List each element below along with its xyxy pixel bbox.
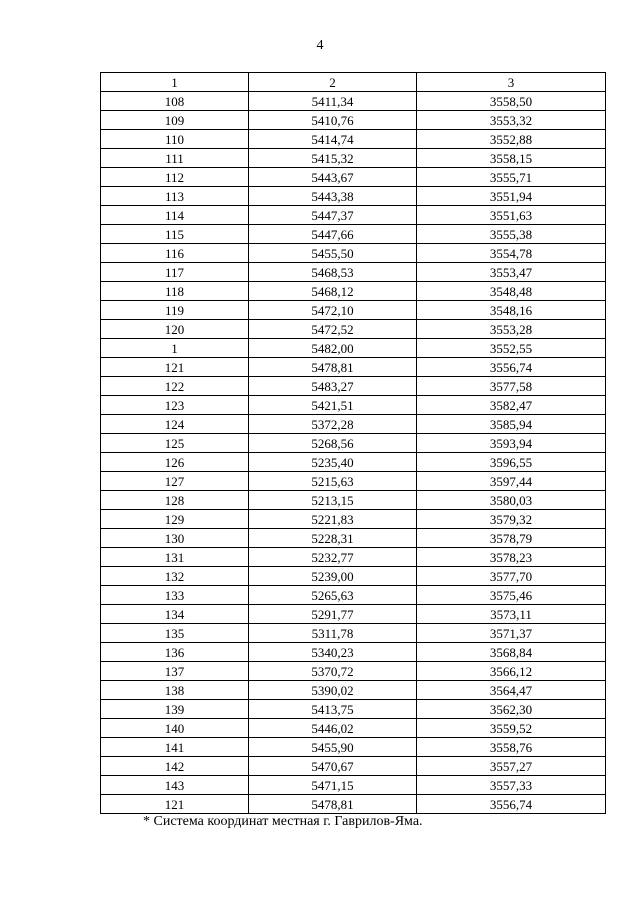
table-row [101,567,606,586]
table-row [101,795,606,814]
point-number-cell: 123 [101,396,249,415]
point-number-cell: 110 [101,130,249,149]
table-row [101,149,606,168]
table-row [101,757,606,776]
point-number-cell: 121 [101,795,249,814]
point-number-cell: 112 [101,168,249,187]
point-number-cell: 132 [101,567,249,586]
y-coordinate-cell: 3553,28 [417,320,606,339]
table-row [101,586,606,605]
y-coordinate-cell: 3556,74 [417,358,606,377]
y-coordinate-cell: 3551,94 [417,187,606,206]
table-row [101,244,606,263]
x-coordinate-cell: 5410,76 [249,111,417,130]
x-coordinate-cell: 5478,81 [249,795,417,814]
x-coordinate-cell: 5446,02 [249,719,417,738]
point-number-cell: 115 [101,225,249,244]
y-coordinate-cell: 3558,15 [417,149,606,168]
point-number-cell: 137 [101,662,249,681]
y-coordinate-cell: 3577,58 [417,377,606,396]
point-number-cell: 139 [101,700,249,719]
table-row [101,130,606,149]
table-row [101,643,606,662]
x-coordinate-cell: 5235,40 [249,453,417,472]
column-header-y: 3 [417,73,606,92]
y-coordinate-cell: 3554,78 [417,244,606,263]
y-coordinate-cell: 3558,76 [417,738,606,757]
table-row [101,263,606,282]
point-number-cell: 135 [101,624,249,643]
point-number-cell: 116 [101,244,249,263]
y-coordinate-cell: 3548,48 [417,282,606,301]
y-coordinate-cell: 3579,32 [417,510,606,529]
point-number-cell: 113 [101,187,249,206]
point-number-cell: 124 [101,415,249,434]
table-header [101,73,606,92]
table-row [101,605,606,624]
point-number-cell: 1 [101,339,249,358]
x-coordinate-cell: 5471,15 [249,776,417,795]
y-coordinate-cell: 3585,94 [417,415,606,434]
coordinate-system-footnote: * Система координат местная г. Гаврилов-Яма. [143,814,423,829]
x-coordinate-cell: 5291,77 [249,605,417,624]
x-coordinate-cell: 5472,52 [249,320,417,339]
table-row [101,206,606,225]
x-coordinate-cell: 5372,28 [249,415,417,434]
y-coordinate-cell: 3575,46 [417,586,606,605]
point-number-cell: 125 [101,434,249,453]
point-number-cell: 122 [101,377,249,396]
x-coordinate-cell: 5390,02 [249,681,417,700]
x-coordinate-cell: 5228,31 [249,529,417,548]
table-row [101,358,606,377]
y-coordinate-cell: 3564,47 [417,681,606,700]
page-number: 4 [316,38,324,53]
x-coordinate-cell: 5413,75 [249,700,417,719]
x-coordinate-cell: 5482,00 [249,339,417,358]
x-coordinate-cell: 5483,27 [249,377,417,396]
table-row [101,301,606,320]
point-number-cell: 141 [101,738,249,757]
point-number-cell: 138 [101,681,249,700]
x-coordinate-cell: 5268,56 [249,434,417,453]
table-row [101,282,606,301]
y-coordinate-cell: 3551,63 [417,206,606,225]
point-number-cell: 111 [101,149,249,168]
x-coordinate-cell: 5468,12 [249,282,417,301]
point-number-cell: 121 [101,358,249,377]
point-number-cell: 142 [101,757,249,776]
x-coordinate-cell: 5447,66 [249,225,417,244]
y-coordinate-cell: 3566,12 [417,662,606,681]
y-coordinate-cell: 3578,23 [417,548,606,567]
table-row [101,700,606,719]
table-row [101,434,606,453]
x-coordinate-cell: 5455,50 [249,244,417,263]
point-number-cell: 117 [101,263,249,282]
y-coordinate-cell: 3548,16 [417,301,606,320]
point-number-cell: 136 [101,643,249,662]
table-row [101,320,606,339]
point-number-cell: 120 [101,320,249,339]
y-coordinate-cell: 3555,38 [417,225,606,244]
coordinates-table [100,72,606,814]
point-number-cell: 133 [101,586,249,605]
point-number-cell: 131 [101,548,249,567]
point-number-cell: 126 [101,453,249,472]
table-row [101,738,606,757]
y-coordinate-cell: 3562,30 [417,700,606,719]
table-row [101,548,606,567]
x-coordinate-cell: 5411,34 [249,92,417,111]
table-row [101,225,606,244]
column-header-x: 2 [249,73,417,92]
point-number-cell: 127 [101,472,249,491]
point-number-cell: 134 [101,605,249,624]
x-coordinate-cell: 5470,67 [249,757,417,776]
table-row [101,719,606,738]
table-row [101,168,606,187]
table-row [101,187,606,206]
x-coordinate-cell: 5468,53 [249,263,417,282]
x-coordinate-cell: 5265,63 [249,586,417,605]
x-coordinate-cell: 5443,67 [249,168,417,187]
table-row [101,472,606,491]
y-coordinate-cell: 3559,52 [417,719,606,738]
point-number-cell: 130 [101,529,249,548]
header-row [101,73,606,92]
y-coordinate-cell: 3580,03 [417,491,606,510]
y-coordinate-cell: 3558,50 [417,92,606,111]
y-coordinate-cell: 3596,55 [417,453,606,472]
y-coordinate-cell: 3568,84 [417,643,606,662]
x-coordinate-cell: 5213,15 [249,491,417,510]
x-coordinate-cell: 5415,32 [249,149,417,168]
table-row [101,111,606,130]
y-coordinate-cell: 3553,47 [417,263,606,282]
point-number-cell: 119 [101,301,249,320]
table-row [101,624,606,643]
y-coordinate-cell: 3573,11 [417,605,606,624]
x-coordinate-cell: 5447,37 [249,206,417,225]
point-number-cell: 129 [101,510,249,529]
table-row [101,529,606,548]
y-coordinate-cell: 3577,70 [417,567,606,586]
point-number-cell: 140 [101,719,249,738]
table-row [101,453,606,472]
y-coordinate-cell: 3557,27 [417,757,606,776]
y-coordinate-cell: 3582,47 [417,396,606,415]
table-row [101,415,606,434]
x-coordinate-cell: 5472,10 [249,301,417,320]
point-number-cell: 143 [101,776,249,795]
point-number-cell: 118 [101,282,249,301]
x-coordinate-cell: 5239,00 [249,567,417,586]
x-coordinate-cell: 5443,38 [249,187,417,206]
x-coordinate-cell: 5221,83 [249,510,417,529]
x-coordinate-cell: 5455,90 [249,738,417,757]
point-number-cell: 114 [101,206,249,225]
x-coordinate-cell: 5311,78 [249,624,417,643]
x-coordinate-cell: 5215,63 [249,472,417,491]
point-number-cell: 108 [101,92,249,111]
column-header-point-number: 1 [101,73,249,92]
table-body [101,92,606,814]
x-coordinate-cell: 5340,23 [249,643,417,662]
table-row [101,662,606,681]
table-row [101,491,606,510]
y-coordinate-cell: 3593,94 [417,434,606,453]
y-coordinate-cell: 3578,79 [417,529,606,548]
y-coordinate-cell: 3555,71 [417,168,606,187]
y-coordinate-cell: 3556,74 [417,795,606,814]
x-coordinate-cell: 5414,74 [249,130,417,149]
y-coordinate-cell: 3571,37 [417,624,606,643]
point-number-cell: 109 [101,111,249,130]
table-row [101,377,606,396]
table-row [101,339,606,358]
y-coordinate-cell: 3557,33 [417,776,606,795]
table-row [101,92,606,111]
table-row [101,396,606,415]
y-coordinate-cell: 3553,32 [417,111,606,130]
y-coordinate-cell: 3552,88 [417,130,606,149]
y-coordinate-cell: 3552,55 [417,339,606,358]
table-row [101,510,606,529]
x-coordinate-cell: 5478,81 [249,358,417,377]
y-coordinate-cell: 3597,44 [417,472,606,491]
x-coordinate-cell: 5232,77 [249,548,417,567]
table-row [101,681,606,700]
x-coordinate-cell: 5421,51 [249,396,417,415]
point-number-cell: 128 [101,491,249,510]
x-coordinate-cell: 5370,72 [249,662,417,681]
table-row [101,776,606,795]
